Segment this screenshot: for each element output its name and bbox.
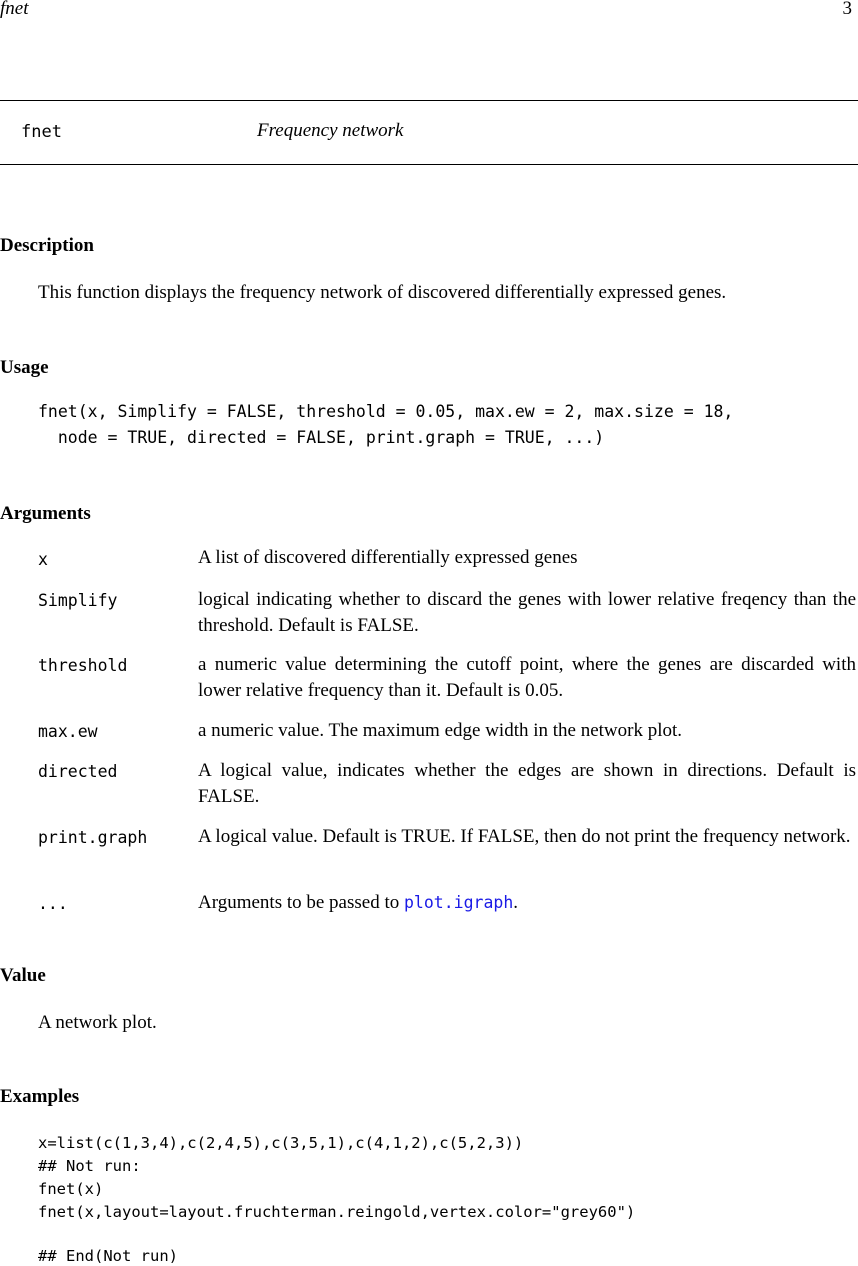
running-head-title: fnet [0,0,29,19]
title-rule-top [0,100,858,101]
description-text: This function displays the frequency network of discovered differentially expressed genes. [38,282,727,303]
example-line: x=list(c(1,3,4),c(2,4,5),c(3,5,1),c(4,1,2),c(5,2,3)) [38,1134,524,1152]
argument-name-x: x [38,550,48,569]
function-name: fnet [21,122,62,142]
example-line: fnet(x,layout=layout.fruchterman.reingold,vertex.color="grey60") [38,1203,636,1221]
argument-desc-directed: A logical value, indicates whether the edges are shown in directions. Default is FALSE. [198,760,856,807]
example-line: fnet(x) [38,1180,104,1198]
page-number: 3 [842,0,852,19]
argument-name-directed: directed [38,762,118,781]
argument-name-print-graph: print.graph [38,828,148,847]
argument-desc-threshold: a numeric value determining the cutoff point, where the genes are discarded with lower relative frequency than it. Default is 0.05. [198,654,856,701]
argument-desc-dots-prefix: Arguments to be passed to [198,892,404,913]
plot-igraph-link[interactable]: plot.igraph [404,893,514,912]
argument-name-simplify: Simplify [38,591,118,610]
examples-heading: Examples [0,1086,80,1107]
usage-line: fnet(x, Simplify = FALSE, threshold = 0.05, max.ew = 2, max.size = 18, [38,402,734,421]
argument-name-max-ew: max.ew [38,722,98,741]
argument-desc-dots [198,890,856,916]
argument-desc-max-ew: a numeric value. The maximum edge width in the network plot. [198,720,683,741]
description-heading: Description [0,235,94,256]
argument-desc-x: A list of discovered differentially expressed genes [198,547,578,568]
argument-desc-print-graph: A logical value. Default is TRUE. If FALSE, then do not print the frequency network. [198,826,851,847]
usage-line: node = TRUE, directed = FALSE, print.graph = TRUE, ...) [38,428,605,447]
argument-desc-dots-suffix: . [513,892,519,913]
title-rule-bottom [0,164,858,165]
arguments-heading: Arguments [0,503,91,524]
argument-desc-simplify: logical indicating whether to discard the genes with lower relative freqency than the threshold. Default is FALSE. [198,589,856,636]
function-title: Frequency network [257,120,404,141]
example-line: ## Not run: [38,1157,141,1175]
argument-name-dots: ... [38,894,68,913]
argument-name-threshold: threshold [38,656,128,675]
value-heading: Value [0,965,46,986]
value-text: A network plot. [38,1012,157,1033]
example-line: ## End(Not run) [38,1247,178,1265]
usage-heading: Usage [0,357,49,378]
